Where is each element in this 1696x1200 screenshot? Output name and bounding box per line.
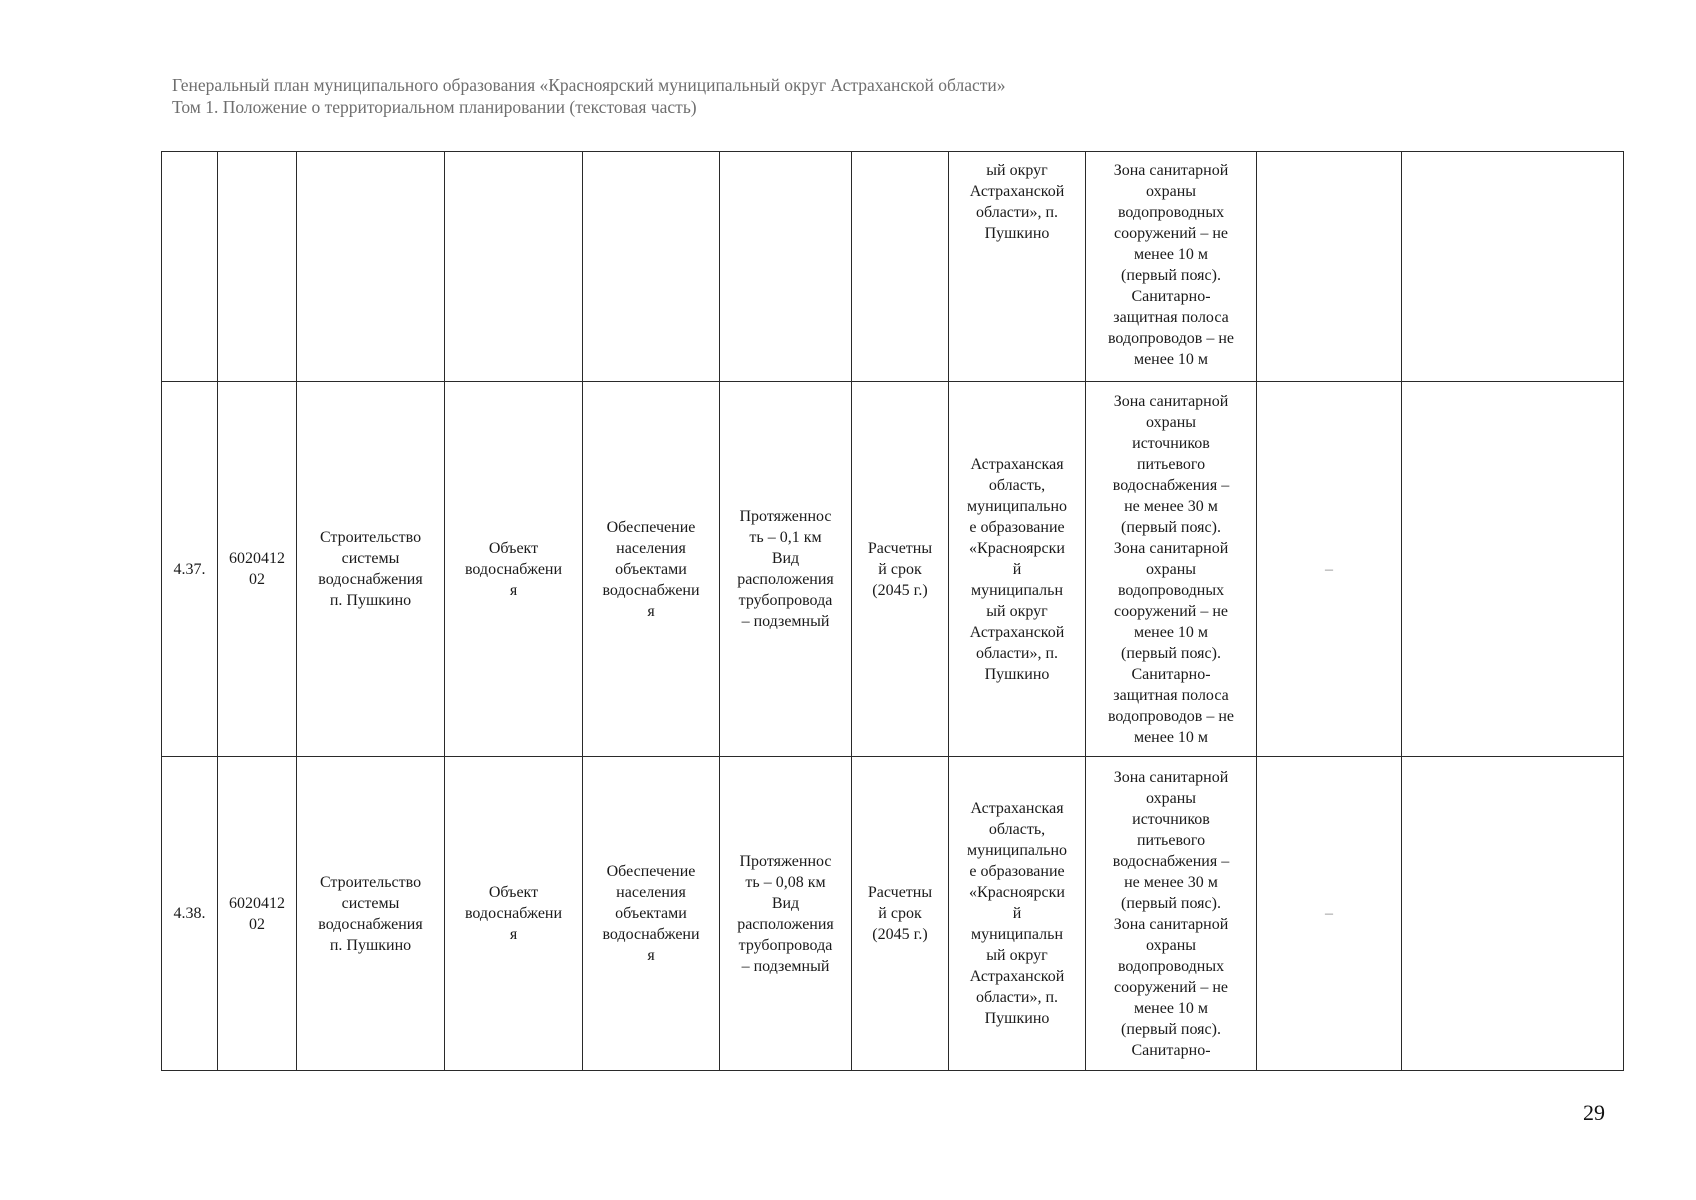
cell-name: [297, 152, 445, 382]
cell-code: 6020412 02: [218, 757, 297, 1071]
page-number: 29: [1583, 1100, 1605, 1125]
cell-name: Строительство системы водоснабжения п. Пушкино: [297, 757, 445, 1071]
planning-objects-table: [161, 151, 1624, 1071]
cell-num: [162, 152, 218, 382]
cell-characteristics: [720, 152, 852, 382]
cell-type: [445, 152, 583, 382]
cell-extra: [1257, 152, 1402, 382]
cell-last: [1402, 152, 1624, 382]
cell-characteristics: Протяженнос ть – 0,08 км Вид расположения трубопровода – подземный: [720, 757, 852, 1071]
cell-location: Астраханская область, муниципально е образование «Красноярски й муниципальн ый округ Астраханской области», п. Пушкино: [949, 757, 1086, 1071]
cell-extra: –: [1257, 757, 1402, 1071]
document-header: [172, 74, 1006, 118]
cell-purpose: [583, 152, 720, 382]
cell-characteristics: Протяженнос ть – 0,1 км Вид расположения трубопровода – подземный: [720, 382, 852, 757]
cell-term: [852, 152, 949, 382]
document-title: Генеральный план муниципального образования «Красноярский муниципальный округ Астраханской области»: [172, 75, 1006, 95]
document-volume: Том 1. Положение о территориальном планировании (текстовая часть): [172, 97, 697, 117]
cell-location: ый округ Астраханской области», п. Пушкино: [949, 152, 1086, 382]
cell-name: Строительство системы водоснабжения п. Пушкино: [297, 382, 445, 757]
table-row-continuation: [162, 152, 1624, 382]
cell-last: [1402, 382, 1624, 757]
cell-location: Астраханская область, муниципально е образование «Красноярски й муниципальн ый округ Астраханской области», п. Пушкино: [949, 382, 1086, 757]
cell-purpose: Обеспечение населения объектами водоснабжени я: [583, 382, 720, 757]
cell-extra: –: [1257, 382, 1402, 757]
cell-type: Объект водоснабжени я: [445, 382, 583, 757]
table-row-4-37: [162, 382, 1624, 757]
cell-term: Расчетны й срок (2045 г.): [852, 757, 949, 1071]
cell-num: 4.37.: [162, 382, 218, 757]
cell-zones: Зона санитарной охраны водопроводных сооружений – не менее 10 м (первый пояс). Санитарно- защитная полоса водопроводов – не менее 10 м: [1086, 152, 1257, 382]
cell-type: Объект водоснабжени я: [445, 757, 583, 1071]
cell-code: 6020412 02: [218, 382, 297, 757]
cell-term: Расчетны й срок (2045 г.): [852, 382, 949, 757]
cell-last: [1402, 757, 1624, 1071]
cell-purpose: Обеспечение населения объектами водоснабжени я: [583, 757, 720, 1071]
cell-zones: Зона санитарной охраны источников питьевого водоснабжения – не менее 30 м (первый пояс). Зона санитарной охраны водопроводных сооружений – не менее 10 м (первый пояс). Санитарно-: [1086, 757, 1257, 1071]
cell-code: [218, 152, 297, 382]
cell-zones: Зона санитарной охраны источников питьевого водоснабжения – не менее 30 м (первый пояс). Зона санитарной охраны водопроводных сооружений – не менее 10 м (первый пояс). Санитарно- защитная полоса водопроводов – не менее 10 м: [1086, 382, 1257, 757]
cell-num: 4.38.: [162, 757, 218, 1071]
table-row-4-38: [162, 757, 1624, 1071]
